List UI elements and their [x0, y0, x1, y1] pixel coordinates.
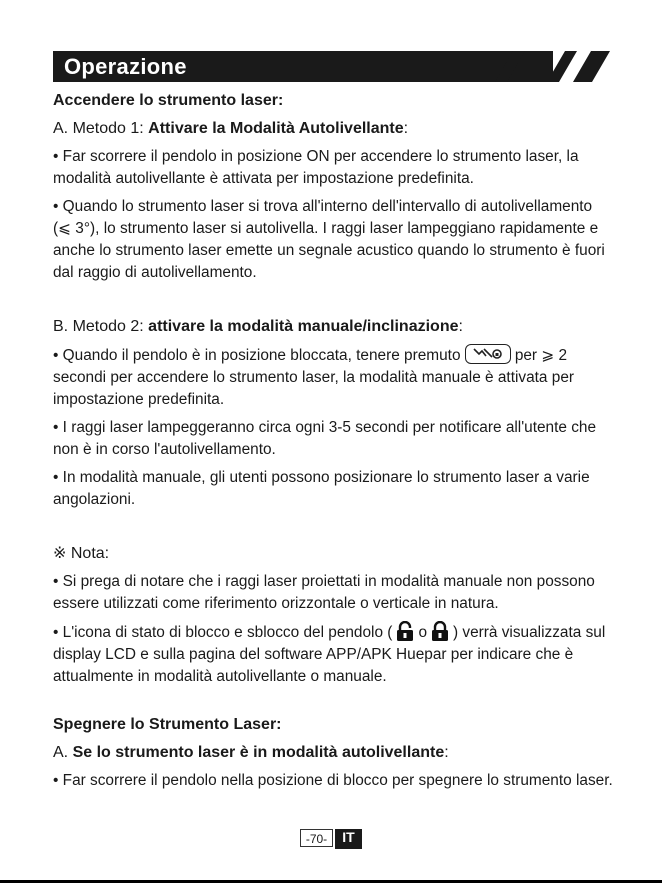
pendulum-button-icon	[465, 344, 511, 364]
section-off-title: Spegnere lo Strumento Laser:	[53, 716, 282, 733]
lock-icon	[431, 621, 449, 641]
note-paragraph-1: • Si prega di notare che i raggi laser proiettati in modalità manuale non possono essere utilizzati come riferimento orizzontale o verticale in natura.	[53, 573, 595, 612]
language-badge: IT	[335, 829, 362, 849]
method2-paragraph-1: • Quando il pendolo è in posizione bloccata, tenere premuto per ⩾ 2 secondi per accendere lo strumento laser, la modalità manuale è attivata per impostazione predefinita.	[53, 344, 613, 411]
method2-heading: B. Metodo 2: attivare la modalità manuale/inclinazione:	[53, 318, 463, 335]
method1-heading: A. Metodo 1: Attivare la Modalità Autolivellante:	[53, 120, 409, 137]
page-title: Operazione	[64, 54, 187, 79]
note-paragraph-2: • L'icona di stato di blocco e sblocco del pendolo ( o ) verrà visualizzata sul display LCD e sulla pagina del software APP/APK Huepar per indicare che è attualmente in modalità autolivellante o manuale.	[53, 621, 613, 688]
section-off-paragraph-1: • Far scorrere il pendolo nella posizione di blocco per spegnere lo strumento laser.	[53, 772, 613, 789]
method2-paragraph-2: • I raggi laser lampeggeranno circa ogni 3-5 secondi per notificare all'utente che non è in corso l'autolivellamento.	[53, 419, 597, 458]
method1-paragraph-2: • Quando lo strumento laser si trova all'interno dell'intervallo di autolivellamento (⩽ 3°), lo strumento laser si autolivella. I raggi laser lampeggiano rapidamente e anche lo strumento laser emette un segnale acustico quando lo strumento è fuori dal raggio di autolivellamento.	[53, 198, 605, 281]
page-content	[53, 90, 613, 792]
note-heading: ※ Nota:	[53, 545, 110, 562]
section-header-bar	[53, 51, 553, 82]
unlock-icon	[396, 621, 414, 641]
section-off-subheading: A. Se lo strumento laser è in modalità autolivellante:	[53, 744, 449, 761]
method2-paragraph-3: • In modalità manuale, gli utenti possono posizionare lo strumento laser a varie angolazioni.	[53, 469, 590, 508]
method1-paragraph-1: • Far scorrere il pendolo in posizione ON per accendere lo strumento laser, la modalità autolivellante è attivata per impostazione predefinita.	[53, 148, 579, 187]
section-on-title: Accendere lo strumento laser:	[53, 92, 284, 109]
header-stripes-decoration	[495, 51, 610, 82]
page-number: -70-	[300, 829, 333, 847]
